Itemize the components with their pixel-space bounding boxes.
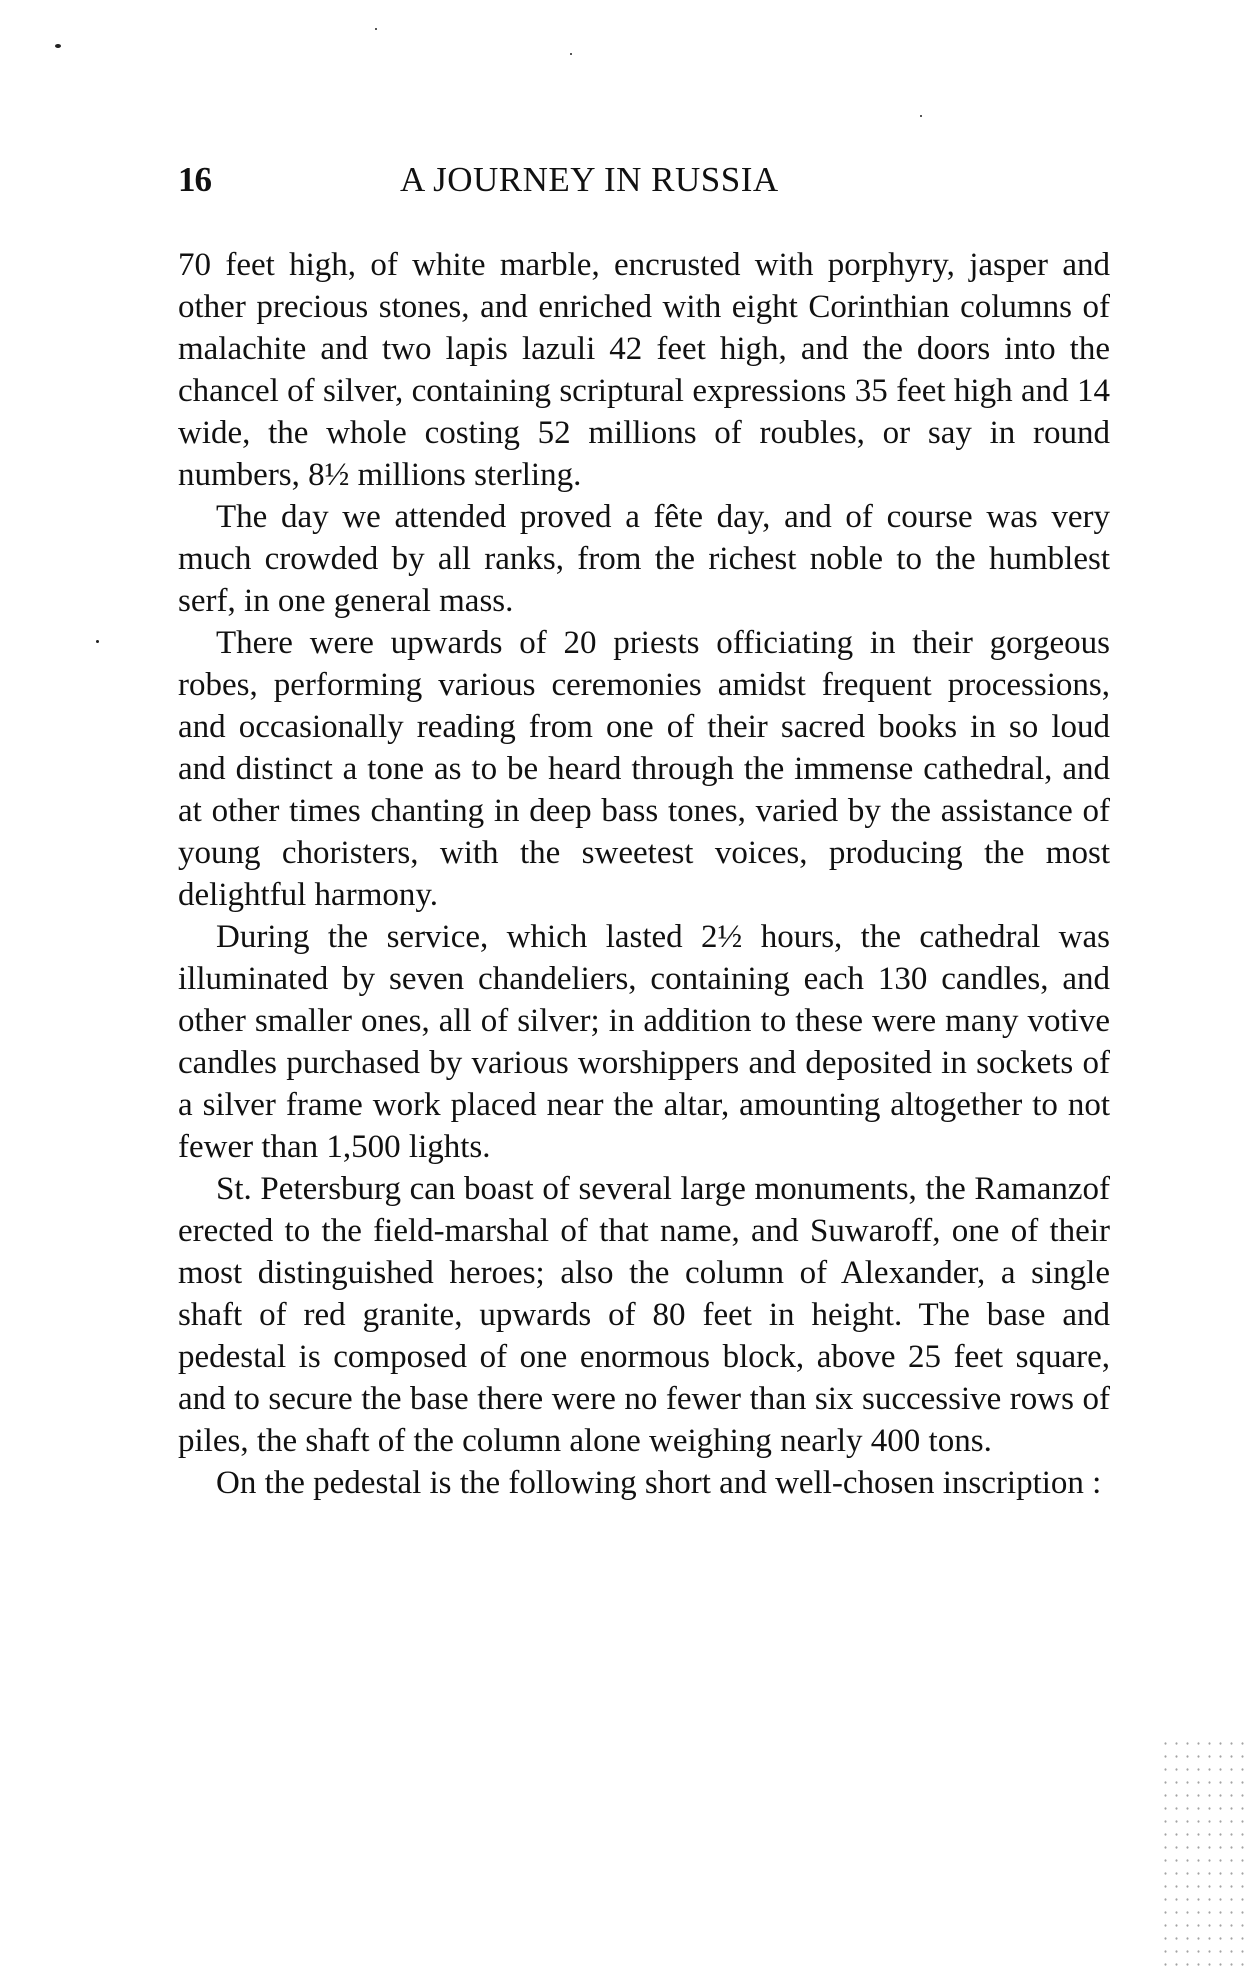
scan-speck xyxy=(55,44,61,48)
body-text xyxy=(178,244,1110,1504)
running-head xyxy=(178,160,1108,204)
paragraph: There were upwards of 20 priests officiating in their gorgeous robes, performing various ceremonies amidst frequent processions, and occasionally reading from one of their sacred books in so loud and distinct a tone as to be heard through the immense cathedral, and at other times chanting in deep bass tones, varied by the assistance of young choristers, with the sweetest voices, producing the most delightful harmony. xyxy=(178,625,1110,913)
scan-speck xyxy=(96,640,99,643)
paragraph: St. Petersburg can boast of several large monuments, the Ramanzof erected to the field-marshal of that name, and Suwaroff, one of their most distinguished heroes; also the column of Alexander, a single shaft of red granite, upwards of 80 feet in height. The base and pedestal is composed of one enormous block, above 25 feet square, and to secure the base there were no fewer than six successive rows of piles, the shaft of the column alone weighing nearly 400 tons. xyxy=(178,1171,1110,1459)
paragraph: During the service, which lasted 2½ hours, the cathedral was illuminated by seven chandeliers, containing each 130 candles, and other smaller ones, all of silver; in addition to these were many votive candles purchased by various worshippers and deposited in sockets of a silver frame work placed near the altar, amounting altogether to not fewer than 1,500 lights. xyxy=(178,919,1110,1165)
paragraph: On the pedestal is the following short and well-chosen inscription : xyxy=(216,1465,1102,1501)
scan-speck xyxy=(375,28,377,30)
scan-noise xyxy=(1160,1737,1250,1967)
scan-speck xyxy=(920,115,922,117)
running-title: A JOURNEY IN RUSSIA xyxy=(400,160,779,199)
paragraph: 70 feet high, of white marble, encrusted with porphyry, jasper and other precious stones, and enriched with eight Corinthian columns of malachite and two lapis lazuli 42 feet high, and the doors into the chancel of silver, containing scriptural expressions 35 feet high and 14 wide, the whole costing 52 millions of roubles, or say in round numbers, 8½ millions sterling. xyxy=(178,247,1110,493)
scan-speck xyxy=(570,53,572,55)
paragraph: The day we attended proved a fête day, and of course was very much crowded by all ranks, from the richest noble to the humblest serf, in one general mass. xyxy=(178,499,1110,619)
page-number: 16 xyxy=(178,160,211,199)
